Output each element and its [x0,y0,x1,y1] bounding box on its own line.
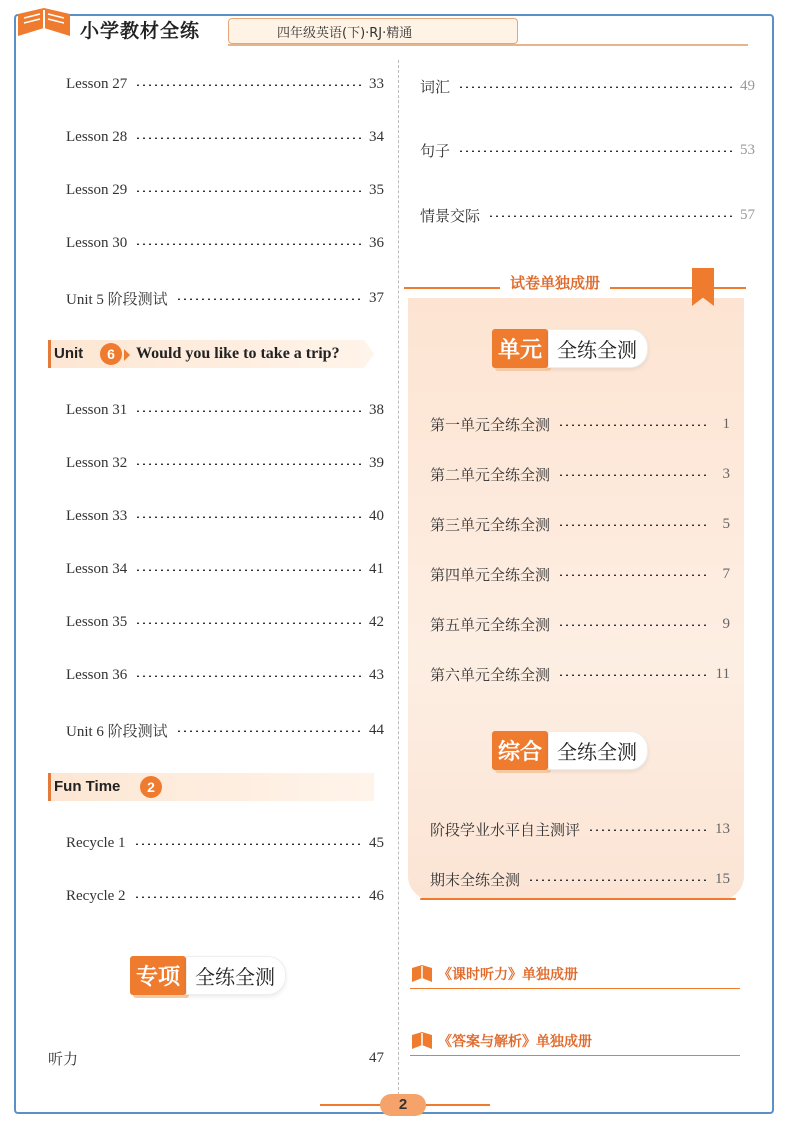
toc-page: 49 [740,78,755,94]
booklet-answers[interactable] [410,1031,592,1051]
toc-leader [558,624,708,626]
book-series-title: 小学教材全练 [80,20,201,42]
toc-row-sentences[interactable] [420,140,755,161]
unit-section-badge [492,328,648,368]
badge-highlight: 综合 [492,731,548,770]
toc-page: 47 [369,1050,384,1066]
special-section-badge [130,955,286,995]
toc-page: 40 [369,508,384,524]
booklet-listening[interactable] [410,964,578,984]
book-icon [410,1031,434,1051]
toc-leader [134,843,362,845]
toc-row-unit1-test[interactable] [430,414,730,435]
toc-row-lesson-36[interactable] [66,667,384,684]
badge-highlight: 单元 [492,329,548,368]
toc-page: 9 [722,616,730,632]
toc-leader [558,574,708,576]
booklet-rule [410,988,740,989]
toc-row-unit5-unit-test[interactable] [430,614,730,635]
test-papers-card [408,298,744,900]
toc-label: 第六单元全练全测 [430,666,551,684]
badge-text: 全练全测 [186,956,286,995]
toc-leader [528,879,708,881]
toc-row-unit3-test[interactable] [430,514,730,535]
toc-label: Lesson 28 [66,129,128,145]
toc-row-lesson-34[interactable] [66,561,384,578]
unit-word: Unit [54,345,84,362]
toc-page: 36 [369,235,384,251]
toc-page: 44 [369,722,384,738]
toc-leader [458,86,733,88]
page-number: 2 [380,1094,426,1116]
funtime-number-badge: 2 [140,776,162,798]
toc-page: 39 [369,455,384,471]
toc-row-unit4-test[interactable] [430,564,730,585]
toc-page: 1 [722,416,730,432]
unit-number-badge: 6 [100,343,122,365]
toc-page: 3 [722,466,730,482]
toc-row-lesson-35[interactable] [66,614,384,631]
toc-leader [135,137,362,139]
toc-page: 35 [369,182,384,198]
toc-label: 第三单元全练全测 [430,516,551,534]
toc-page: 46 [369,888,384,904]
toc-label: Unit 5 阶段测试 [66,292,168,308]
toc-page: 15 [715,871,730,887]
toc-label: Lesson 31 [66,402,128,418]
column-divider [398,60,399,1100]
badge-highlight: 专项 [130,956,186,995]
badge-text: 全练全测 [548,731,648,770]
toc-leader [176,298,362,300]
toc-label: 词汇 [420,78,451,96]
toc-page: 42 [369,614,384,630]
toc-row-lesson-29[interactable] [66,182,384,199]
toc-label: 第一单元全练全测 [430,416,551,434]
toc-page: 45 [369,835,384,851]
booklet-label: 《答案与解析》单独成册 [438,1034,592,1050]
toc-leader [135,190,362,192]
toc-label: Unit 6 阶段测试 [66,724,168,740]
toc-label: 第五单元全练全测 [430,616,551,634]
toc-page: 34 [369,129,384,145]
toc-page: 57 [740,207,755,223]
toc-leader [134,896,362,898]
toc-page: 11 [715,666,730,682]
toc-label: 句子 [420,142,451,160]
toc-label: Recycle 1 [66,835,126,851]
toc-row-final-test[interactable] [430,869,730,890]
toc-label: Lesson 34 [66,561,128,577]
toc-leader [588,829,708,831]
toc-label: 第二单元全练全测 [430,466,551,484]
toc-page: 53 [740,142,755,158]
toc-label: Lesson 27 [66,76,128,92]
toc-page: 37 [369,290,384,306]
toc-leader [488,215,733,217]
book-subtitle: 四年级英语(下)·RJ·精通 [277,26,413,41]
unit-title: Would you like to take a trip? [136,345,340,362]
toc-row-situational[interactable] [420,205,755,226]
comprehensive-section-badge [492,730,648,770]
card-bottom-rule [420,898,736,900]
toc-leader [558,674,708,676]
toc-leader [135,675,362,677]
toc-page: 13 [715,821,730,837]
toc-row-lesson-28[interactable] [66,129,384,146]
toc-row-lesson-33[interactable] [66,508,384,525]
toc-leader [458,150,733,152]
toc-page: 38 [369,402,384,418]
toc-label: Recycle 2 [66,888,126,904]
toc-leader [135,569,362,571]
toc-leader [135,84,362,86]
toc-row-listening[interactable] [48,1048,384,1069]
toc-label: Lesson 36 [66,667,128,683]
toc-label: Lesson 32 [66,455,128,471]
toc-leader [176,730,362,732]
book-icon [410,964,434,984]
toc-leader [135,410,362,412]
card-title: 试卷单独成册 [510,274,601,292]
toc-row-lesson-32[interactable] [66,455,384,472]
toc-leader [86,1058,362,1060]
toc-leader [558,424,708,426]
booklet-label: 《课时听力》单独成册 [438,967,578,983]
toc-row-unit2-test[interactable] [430,464,730,485]
book-logo-icon [14,6,74,40]
play-arrow-icon [124,349,130,361]
toc-label: 第四单元全练全测 [430,566,551,584]
toc-label: Lesson 29 [66,182,128,198]
toc-label: 听力 [48,1050,79,1068]
toc-row-lesson-30[interactable] [66,235,384,252]
toc-page: 33 [369,76,384,92]
funtime-title: Fun Time [54,778,121,795]
toc-label: Lesson 30 [66,235,128,251]
toc-leader [135,622,362,624]
toc-page: 5 [722,516,730,532]
toc-label: Lesson 35 [66,614,128,630]
toc-row-recycle-2[interactable] [66,888,384,905]
toc-page: 41 [369,561,384,577]
booklet-rule [410,1055,740,1056]
toc-leader [135,516,362,518]
toc-row-lesson-31[interactable] [66,402,384,419]
header-underline [228,44,748,46]
toc-leader [135,463,362,465]
toc-row-stage-assessment[interactable] [430,819,730,840]
toc-leader [558,474,708,476]
toc-label: 情景交际 [420,207,481,225]
toc-page: 43 [369,667,384,683]
toc-leader [558,524,708,526]
toc-leader [135,243,362,245]
toc-row-unit5-test[interactable] [66,288,384,309]
badge-text: 全练全测 [548,329,648,368]
card-title-wrap [500,272,610,293]
toc-row-lesson-27[interactable] [66,76,384,93]
toc-row-vocabulary[interactable] [420,76,755,97]
toc-row-unit6-unit-test[interactable] [430,664,730,685]
toc-page: 7 [722,566,730,582]
toc-row-recycle-1[interactable] [66,835,384,852]
toc-label: Lesson 33 [66,508,128,524]
toc-label: 阶段学业水平自主测评 [430,821,581,839]
toc-label: 期末全练全测 [430,871,521,889]
toc-row-unit6-test[interactable] [66,720,384,741]
